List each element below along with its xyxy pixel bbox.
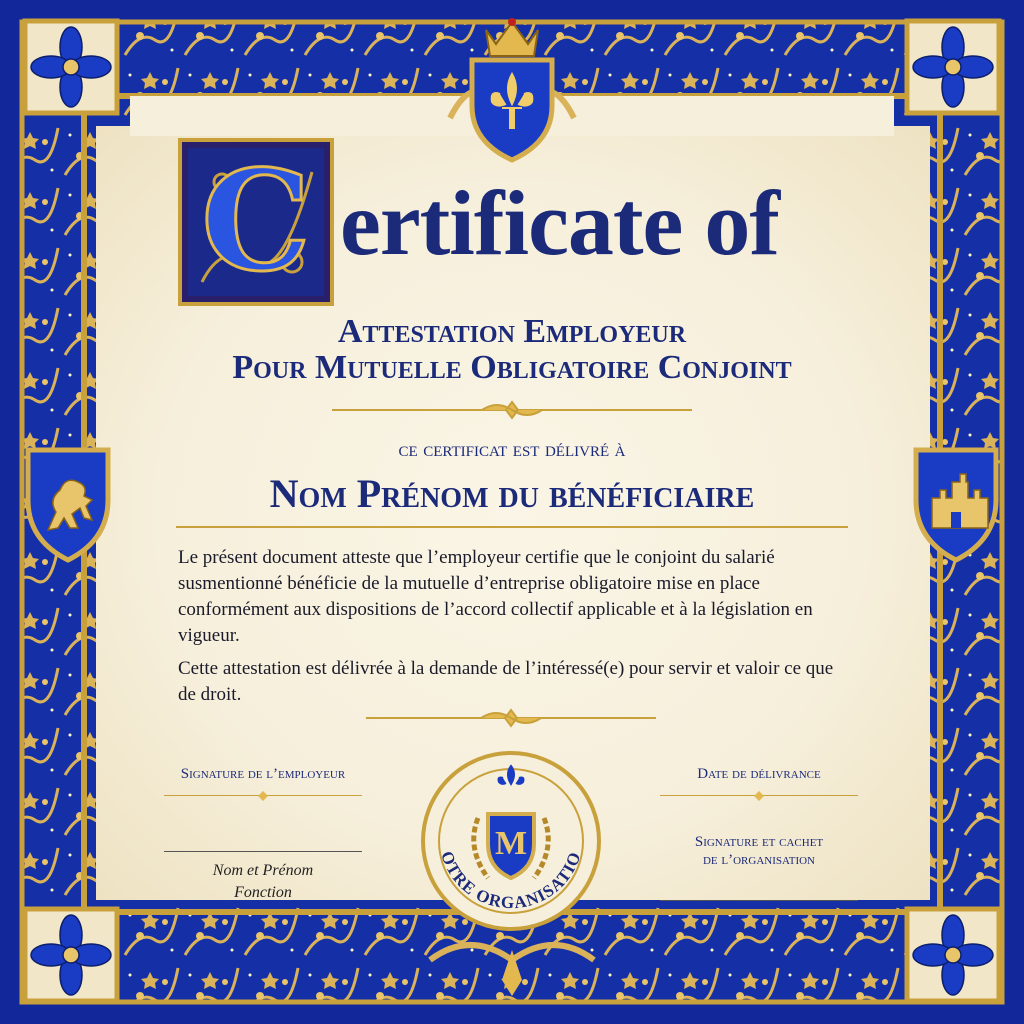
seal-letter: M	[494, 825, 528, 862]
organization-seal	[418, 748, 604, 934]
divider	[164, 790, 362, 802]
divider	[332, 400, 692, 420]
employer-signature-label: Signature de l’employeur	[180, 766, 346, 782]
divider	[366, 708, 656, 728]
body-paragraph-1: Le présent document atteste que l’employeur certifie que le conjoint du salarié susmentionné bénéficie de la mutuelle d’entreprise obligatoire mise en place conformément aux dispositions de l’accord collectif applicable et à la législation en vigueur.	[178, 547, 813, 646]
recipient-underline	[176, 526, 848, 528]
blue-flower-icon	[22, 906, 120, 1004]
fleur-de-lis-shield-icon	[440, 8, 584, 164]
stamp-label-line-1: Signature et cachet	[694, 834, 824, 850]
recipient-name: Nom Prénom du bénéficiaire	[269, 471, 755, 516]
title-initial: C	[201, 139, 311, 302]
bottom-ornament	[420, 930, 604, 1000]
issued-to-label: ce certificat est délivré à	[398, 436, 626, 461]
signer-name: Nom et Prénom	[212, 862, 314, 879]
stamp-label-line-2: de l’organisation	[702, 852, 815, 868]
body-paragraph-2: Cette attestation est délivrée à la demande de l’intéressé(e) pour servir et valoir ce que de droit.	[178, 658, 834, 705]
subtitle-line-1: Attestation Employeur	[337, 313, 687, 350]
blue-flower-icon	[22, 18, 120, 116]
blue-flower-icon	[904, 18, 1002, 116]
certificate-title: ertificate of	[340, 172, 780, 274]
lion-shield-icon	[18, 440, 118, 570]
employer-signature-line[interactable]	[164, 851, 362, 852]
illuminated-initial-box	[178, 138, 334, 306]
castle-shield-icon	[906, 440, 1006, 570]
blue-flower-icon	[904, 906, 1002, 1004]
subtitle-line-2: Pour Mutuelle Obligatoire Conjoint	[232, 349, 792, 386]
date-label: Date de délivrance	[697, 766, 821, 782]
divider	[660, 790, 858, 802]
signer-role: Fonction	[234, 884, 292, 901]
stamp-signature-line[interactable]	[660, 900, 858, 901]
seal-text: OTRE ORGANISATIO	[437, 848, 585, 913]
